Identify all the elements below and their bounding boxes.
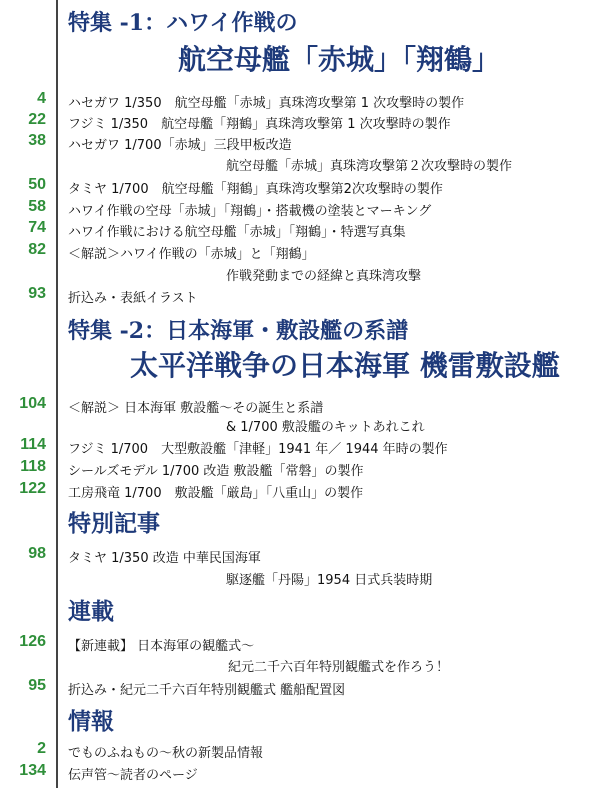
toc-entry[interactable]: 【新連載】 日本海軍の観艦式～ [68,639,255,654]
page-number: 93 [28,285,46,302]
toc-entry[interactable]: 伝声管～読者のページ [68,768,198,783]
page-number: 122 [19,480,46,497]
toc-entry-continuation[interactable]: & 1/700 敷設艦のキットあれこれ [226,420,425,435]
page-number: 114 [20,436,46,453]
info-heading: 情報 [68,709,114,735]
feature2-heading: 特集 -2：日本海軍・敷設艦の系譜 [68,318,409,344]
page-number: 58 [28,198,46,215]
page-number: 4 [37,90,46,107]
toc-entry[interactable]: 折込み・表紙イラスト [68,291,198,306]
toc-entry-continuation[interactable]: 航空母艦「赤城」真珠湾攻撃第２次攻撃時の製作 [226,159,513,174]
divider-line [56,0,58,788]
toc-entry[interactable]: ＜解説＞ハワイ作戦の「赤城」と「翔鶴」 [68,247,315,262]
page-number: 104 [19,395,46,412]
toc-entry-continuation[interactable]: 作戦発動までの経緯と真珠湾攻撃 [226,269,422,284]
page-number: 74 [28,219,46,236]
page-number: 98 [28,545,46,562]
page-number: 50 [28,176,46,193]
toc-entry[interactable]: ＜解説＞ 日本海軍 敷設艦～その誕生と系譜 [68,401,324,416]
page-number: 126 [19,633,46,650]
toc-entry[interactable]: 工房飛竜 1/700 敷設艦「厳島」「八重山」の製作 [68,486,364,501]
feature1-title: 航空母艦「赤城」「翔鶴」 [178,43,501,76]
toc-entry[interactable]: タミヤ 1/350 改造 中華民国海軍 [68,551,261,566]
toc-entry[interactable]: ハワイ作戦の空母「赤城」「翔鶴」・搭載機の塗装とマーキング [68,204,432,219]
toc-entry[interactable]: 折込み・紀元二千六百年特別観艦式 艦船配置図 [68,683,346,698]
page-number: 95 [28,677,46,694]
page-number: 118 [20,458,46,475]
feature1-heading: 特集 -1：ハワイ作戦の [68,10,298,36]
toc-entry[interactable]: でものふねもの～秋の新製品情報 [68,746,264,761]
page-number: 38 [28,132,46,149]
toc-entry[interactable]: ハセガワ 1/350 航空母艦「赤城」真珠湾攻撃第 1 次攻撃時の製作 [68,96,465,111]
toc-entry[interactable]: シールズモデル 1/700 改造 敷設艦「常磐」の製作 [68,464,364,479]
toc-entry[interactable]: フジミ 1/700 大型敷設艦「津軽」1941 年／ 1944 年時の製作 [68,442,448,457]
page-number: 22 [28,111,46,128]
toc-entry[interactable]: フジミ 1/350 航空母艦「翔鶴」真珠湾攻撃第 1 次攻撃時の製作 [68,117,451,132]
toc-entry-continuation[interactable]: 駆逐艦「丹陽」1954 日式兵装時期 [226,573,433,588]
toc-entry[interactable]: タミヤ 1/700 航空母艦「翔鶴」真珠湾攻撃第2次攻撃時の製作 [68,182,443,197]
toc-entry[interactable]: ハワイ作戦における航空母艦「赤城」「翔鶴」・特選写真集 [68,225,406,240]
serial-heading: 連載 [68,599,114,625]
page-number: 2 [37,740,46,757]
toc-entry[interactable]: ハセガワ 1/700「赤城」三段甲板改造 [68,138,292,153]
special-heading: 特別記事 [68,511,160,537]
toc-entry-continuation[interactable]: 紀元二千六百年特別観艦式を作ろう！ [228,660,450,675]
page-number: 82 [28,241,46,258]
page-number: 134 [19,762,46,779]
feature2-title: 太平洋戦争の日本海軍 機雷敷設艦 [130,349,560,382]
